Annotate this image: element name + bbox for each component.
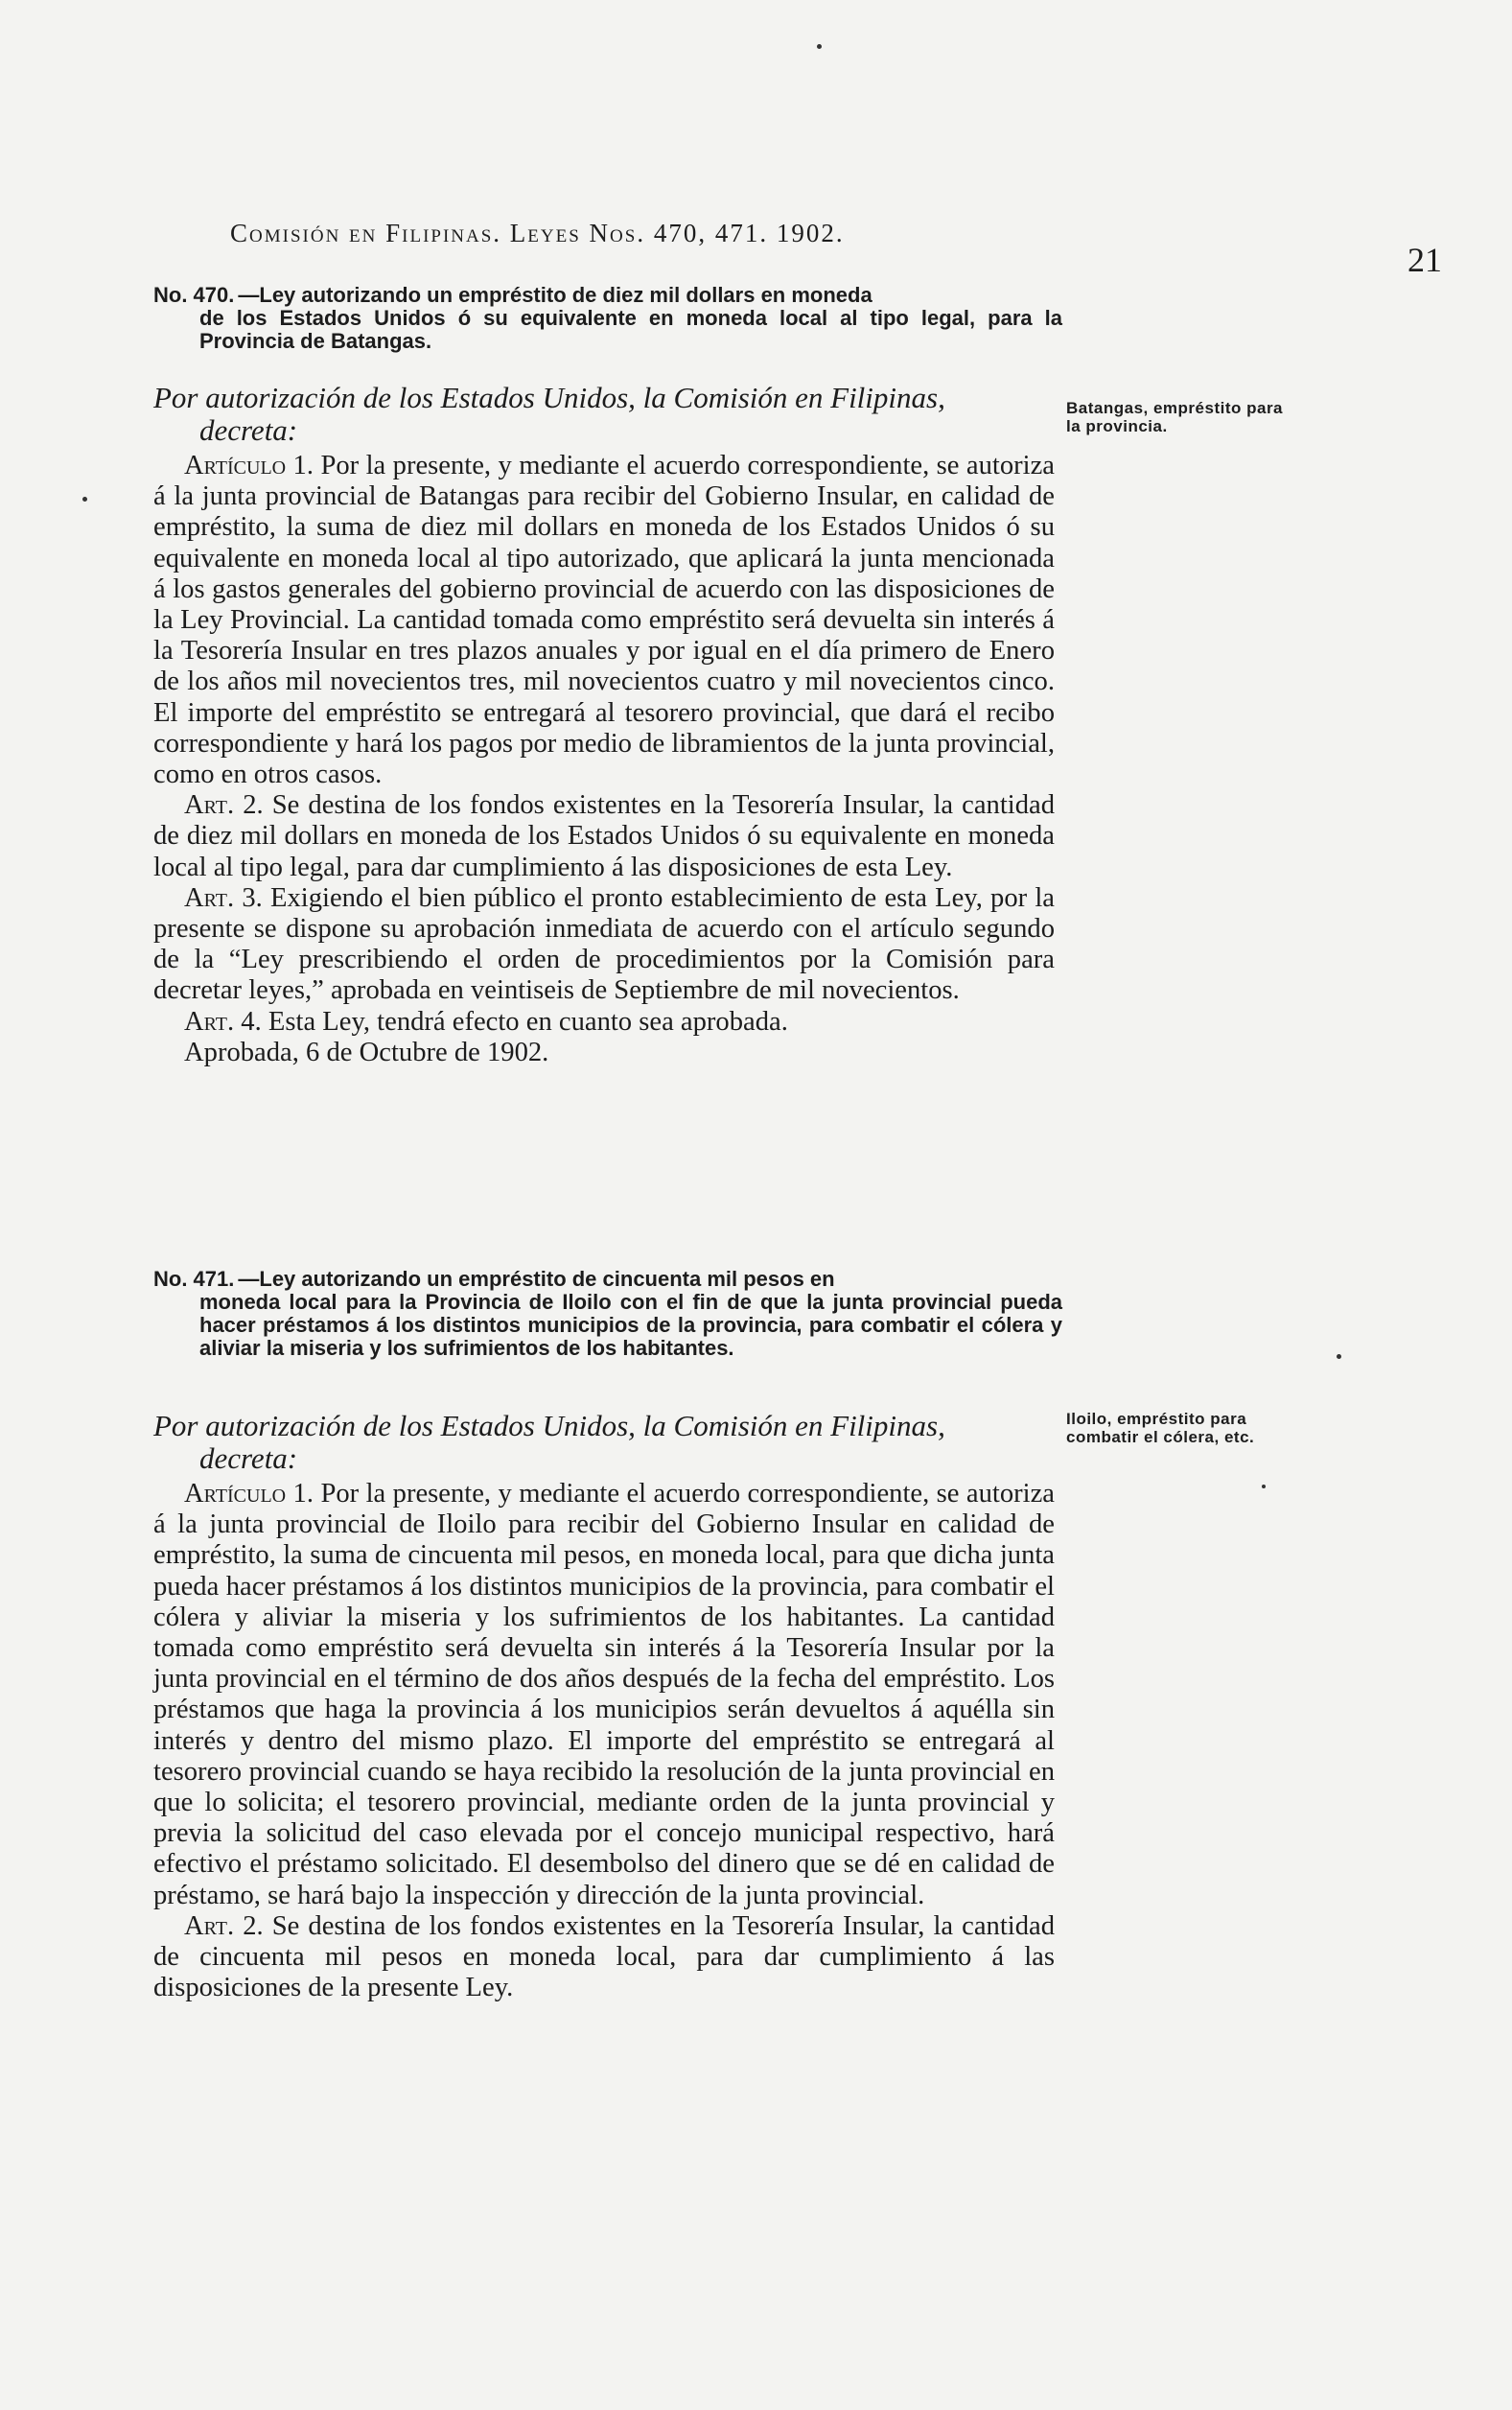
law-470-decree <box>153 382 1062 447</box>
law-471-decree-line2: decreta: <box>199 1441 298 1475</box>
ink-speck <box>1262 1485 1266 1488</box>
page-number: 21 <box>1407 241 1442 279</box>
article-text: Se destina de los fondos existentes en la Tesorería Insular, la cantidad de diez mil dollars en moneda de los Estados Unidos ó su equivalente en moneda local al tipo legal, para dar cumplimiento á las disposiciones de esta Ley. <box>153 790 1056 882</box>
article-label: Art. 3. <box>184 882 263 913</box>
article-text: Por la presente, y mediante el acuerdo correspondiente, se autoriza á la junta provincial de Iloilo para recibir del Gobierno Insular en calidad de empréstito, la suma de cincuenta mil pesos, en moneda local, para que dicha junta pueda hacer préstamos á los distintos municipios de la provincia, para combatir el cólera y aliviar la miseria y los sufrimientos de los habitantes. La cantidad tomada como empréstito será devuelta sin interés á la Tesorería Insular por la junta provincial en el término de dos años después de la fecha del empréstito. Los préstamos que haga la provincia á los municipios serán devueltos á aquélla sin interés y dentro del mismo plazo. El importe del empréstito se entregará al tesorero provincial cuando se haya recibido la resolución de la junta provincial en que lo solicita; el tesorero provincial, mediante orden de la junta provincial y previa la solicitud del caso elevada por el concejo municipal respectivo, hará efectivo el préstamo solicitado. El desembolso del dinero que se dé en calidad de préstamo, se hará bajo la inspección y dirección de la junta provincial. <box>153 1479 1055 1910</box>
article-text: Se destina de los fondos existentes en la Tesorería Insular, la cantidad de cincuenta mil pesos en moneda local, para dar cumplimiento á las disposiciones de la presente Ley. <box>153 1910 1056 2003</box>
law-470-decree-line1: Por autorización de los Estados Unidos, la Comisión en Filipinas, <box>153 381 945 414</box>
law-470-article-3 <box>153 883 1055 1007</box>
law-471-margin-note: Iloilo, empréstito para combatir el cólera, etc. <box>1066 1410 1255 1446</box>
article-text: Exigiendo el bien público el pronto establecimiento de esta Ley, por la presente se dispone su aprobación inmediata de acuerdo con el artículo segundo de la “Ley prescribiendo el orden de procedimientos por la Comisión para decretar leyes,” aprobada en veintiseis de Septiembre de mil novecientos. <box>153 882 1055 1006</box>
ink-speck <box>82 497 87 502</box>
law-470-article-2 <box>153 790 1055 883</box>
law-470-title-rest: de los Estados Unidos ó su equivalente en moneda local al tipo legal, para la Provincia de Batangas. <box>199 306 1062 353</box>
law-470-body <box>153 451 1055 1068</box>
law-470-margin-note: Batangas, empréstito para la provincia. <box>1066 399 1284 435</box>
article-label: Art. 4. <box>184 1006 262 1037</box>
law-470-heading <box>153 284 1062 353</box>
law-471-decree-line1: Por autorización de los Estados Unidos, la Comisión en Filipinas, <box>153 1409 945 1442</box>
law-470-article-4 <box>153 1007 1055 1038</box>
law-470-title-first: —Ley autorizando un empréstito de diez mil dollars en moneda <box>238 283 872 307</box>
running-title: Comisión en Filipinas. <box>230 219 502 247</box>
article-label: Artículo 1. <box>184 451 314 480</box>
running-laws: Leyes Nos. 470, 471. <box>509 219 769 247</box>
running-header <box>230 219 1285 248</box>
law-470-decree-line2: decreta: <box>199 413 298 447</box>
law-471-heading <box>153 1268 1062 1360</box>
law-471-body <box>153 1479 1055 2003</box>
article-label: Art. 2. <box>184 1910 264 1941</box>
law-470-approval: Aprobada, 6 de Octubre de 1902. <box>184 1037 549 1067</box>
article-text: Esta Ley, tendrá efecto en cuanto sea aprobada. <box>268 1006 788 1037</box>
law-470-article-1 <box>153 451 1055 790</box>
law-471-decree <box>153 1410 1062 1475</box>
law-471-title-first: —Ley autorizando un empréstito de cincuenta mil pesos en <box>238 1267 835 1291</box>
article-label: Artículo 1. <box>184 1479 314 1509</box>
law-471-article-2 <box>153 1911 1055 2004</box>
law-471-title-rest: moneda local para la Provincia de Iloilo con el fin de que la junta provincial pueda hacer préstamos á los distintos municipios de la provincia, para combatir el cólera y aliviar la miseria y los sufrimientos de los habitantes. <box>199 1290 1062 1360</box>
running-year: 1902. <box>776 219 845 247</box>
law-470-number: No. 470. <box>153 283 235 307</box>
law-471-number: No. 471. <box>153 1267 235 1291</box>
law-471-article-1 <box>153 1479 1055 1911</box>
ink-speck <box>1337 1354 1341 1359</box>
ink-speck <box>817 44 822 49</box>
article-text: Por la presente, y mediante el acuerdo correspondiente, se autoriza á la junta provincial de Batangas para recibir del Gobierno Insular, en calidad de empréstito, la suma de diez mil dollars en moneda de los Estados Unidos ó su equivalente en moneda local al tipo autorizado, que aplicará la junta mencionada á los gastos generales del gobierno provincial de acuerdo con las disposiciones de la Ley Provincial. La cantidad tomada como empréstito será devuelta sin interés á la Tesorería Insular en tres plazos anuales y por igual en el día primero de Enero de los años mil novecientos tres, mil novecientos cuatro y mil novecientos cinco. El importe del empréstito se entregará al tesorero provincial, que dará el recibo correspondiente y hará los pagos por medio de libramientos de la junta provincial, como en otros casos. <box>153 451 1055 790</box>
article-label: Art. 2. <box>184 790 264 821</box>
